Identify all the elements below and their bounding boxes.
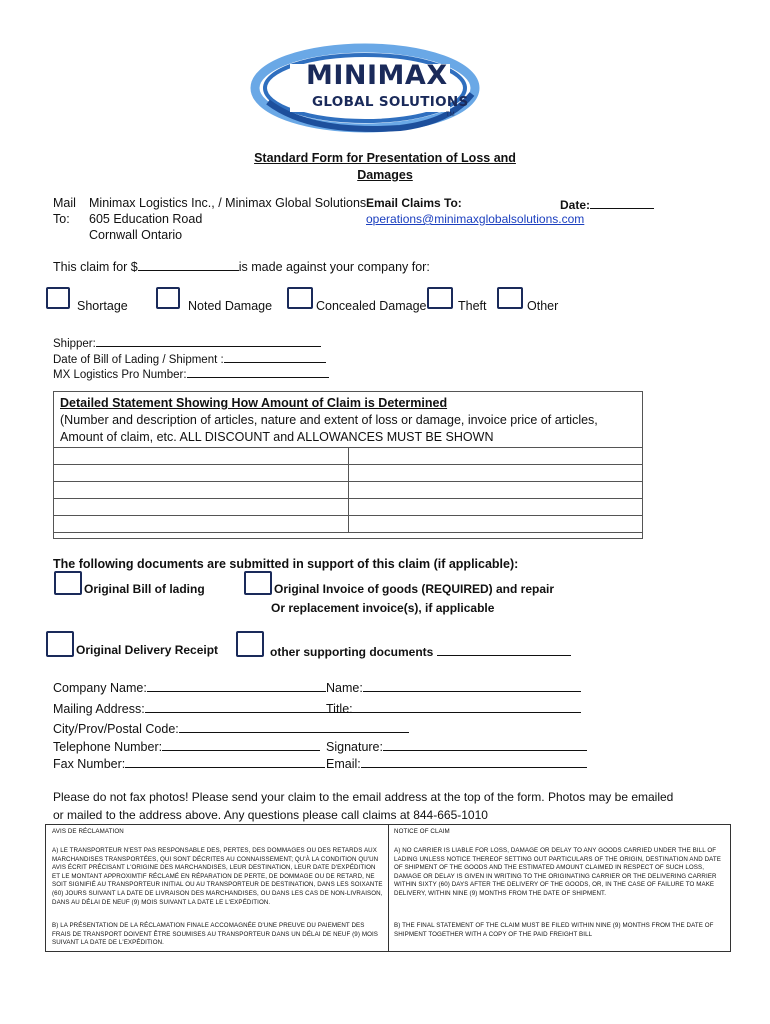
table-row	[54, 499, 643, 516]
other-documents-checkbox[interactable]	[236, 631, 264, 657]
invoice-label-line2: Or replacement invoice(s), if applicable	[271, 601, 495, 615]
name-field[interactable]	[363, 679, 581, 692]
form-title-line1: Standard Form for Presentation of Loss and	[254, 151, 516, 165]
claim-description-cell[interactable]	[54, 499, 349, 516]
statement-line2: Amount of claim, etc. ALL DISCOUNT and ALLOWANCES MUST BE SHOWN	[60, 430, 494, 444]
claim-details-table	[53, 447, 643, 533]
concealed-damage-checkbox[interactable]	[287, 287, 313, 309]
bill-date-field[interactable]	[224, 350, 326, 363]
claim-amount-cell[interactable]	[349, 482, 643, 499]
date-label	[560, 196, 654, 212]
mail-label-1: Mail	[53, 196, 76, 210]
signature-line	[326, 738, 587, 754]
other-documents-field[interactable]	[437, 643, 571, 656]
city-label: City/Prov/Postal Code:	[53, 722, 179, 736]
pro-number-line	[53, 365, 329, 381]
mail-label-2: To:	[53, 212, 70, 226]
claim-description-cell[interactable]	[54, 482, 349, 499]
documents-heading: The following documents are submitted in support of this claim (if applicable):	[53, 557, 519, 571]
telephone-line	[53, 738, 320, 754]
notice-en-paragraph-b: B) THE FINAL STATEMENT OF THE CLAIM MUST BE FILED WITHIN NINE (9) MONTHS FROM THE DATE OF SHIPMENT TOGETHER WITH A COPY OF THE PAID FREIGHT BILL	[394, 922, 714, 938]
bill-of-lading-checkbox[interactable]	[54, 571, 82, 595]
other-documents-label: other supporting documents	[270, 645, 434, 659]
table-row	[54, 465, 643, 482]
email-line	[326, 755, 587, 771]
claim-amount-suffix: is made against your company for:	[238, 260, 430, 274]
company-name-field[interactable]	[147, 679, 326, 692]
claim-description-cell[interactable]	[54, 448, 349, 465]
form-title-line2: Damages	[357, 168, 413, 182]
title-label: Title:	[326, 702, 353, 716]
delivery-receipt-checkbox[interactable]	[46, 631, 74, 657]
claim-amount-cell[interactable]	[349, 448, 643, 465]
invoice-label-line1: Original Invoice of goods (REQUIRED) and repair	[274, 582, 555, 596]
city-line	[53, 720, 409, 736]
mailing-address-line	[53, 700, 353, 716]
mail-address-line3: Cornwall Ontario	[89, 228, 183, 242]
notice-fr-paragraph-b: B) LA PRÉSENTATION DE LA RÉCLAMATION FINALE ACCOMAGNÉE D'UNE PREUVE DU PAIEMENT DES FRAIS DE TRANSPORT DOIVENT ÊTRE SOUMISES AU TRANSPORTEUR DANS UN DÉLAI DE NEUF (9) MOIS SUIVANT LA DATE DE L'EXPÉDITION.	[52, 922, 379, 947]
other-checkbox[interactable]	[497, 287, 523, 309]
claim-amount-field[interactable]	[138, 258, 239, 271]
claim-amount-cell[interactable]	[349, 465, 643, 482]
fax-line	[53, 755, 325, 771]
noted-damage-label: Noted Damage	[188, 299, 273, 313]
mailing-address-field[interactable]	[145, 700, 353, 713]
other-label: Other	[527, 299, 559, 313]
other-documents-line	[270, 643, 571, 659]
statement-line1: (Number and description of articles, nature and extent of loss or damage, invoice price of articles,	[60, 413, 598, 427]
title-field[interactable]	[353, 700, 581, 713]
theft-checkbox[interactable]	[427, 287, 453, 309]
company-name-label: Company Name:	[53, 681, 147, 695]
shortage-label: Shortage	[77, 299, 128, 313]
shipper-field[interactable]	[96, 334, 321, 347]
telephone-label: Telephone Number:	[53, 740, 163, 754]
date-label-text: Date:	[560, 198, 591, 212]
shipper-line	[53, 334, 321, 350]
fax-label: Fax Number:	[53, 757, 126, 771]
email-claims-link[interactable]: operations@minimaxglobalsolutions.com	[366, 212, 585, 226]
theft-label: Theft	[458, 299, 487, 313]
telephone-field[interactable]	[162, 738, 320, 751]
title-line	[326, 700, 581, 716]
shortage-checkbox[interactable]	[46, 287, 70, 309]
email-claims-label: Email Claims To:	[366, 196, 462, 210]
mail-address-line1: Minimax Logistics Inc., / Minimax Global Solutions	[89, 196, 367, 210]
note-line1: Please do not fax photos! Please send your claim to the email address at the top of the form. Photos may be emailed	[53, 790, 674, 804]
bill-of-lading-label: Original Bill of lading	[84, 582, 205, 596]
mailing-address-label: Mailing Address:	[53, 702, 145, 716]
claim-amount-line	[53, 258, 430, 274]
company-logo	[250, 42, 480, 137]
table-row	[54, 482, 643, 499]
claim-amount-prefix: This claim for $	[53, 260, 138, 274]
notice-fr-heading: AVIS DE RÉCLAMATION	[52, 828, 124, 835]
table-row	[54, 448, 643, 465]
name-label: Name:	[326, 681, 363, 695]
notice-en-heading: NOTICE OF CLAIM	[394, 828, 450, 835]
bill-date-line	[53, 350, 326, 366]
city-field[interactable]	[179, 720, 409, 733]
statement-box	[53, 391, 643, 539]
logo-line1: MINIMAX	[306, 60, 448, 91]
delivery-receipt-label: Original Delivery Receipt	[76, 643, 219, 657]
date-field[interactable]	[590, 196, 654, 209]
pro-number-field[interactable]	[187, 365, 329, 378]
name-line	[326, 679, 581, 695]
concealed-damage-label: Concealed Damage	[316, 299, 427, 313]
table-row	[54, 516, 643, 533]
logo-line2: GLOBAL SOLUTIONS	[312, 94, 469, 110]
invoice-checkbox[interactable]	[244, 571, 272, 595]
notice-divider	[388, 825, 389, 951]
company-name-line	[53, 679, 326, 695]
note-line2: or mailed to the address above. Any questions please call claims at 844-665-1010	[53, 808, 488, 822]
fax-field[interactable]	[125, 755, 325, 768]
mail-address-line2: 605 Education Road	[89, 212, 203, 226]
claim-description-cell[interactable]	[54, 516, 349, 533]
signature-label: Signature:	[326, 740, 383, 754]
shipper-label: Shipper:	[53, 338, 96, 350]
notice-fr-paragraph-a: A) LE TRANSPORTEUR N'EST PAS RESPONSABLE DES, PERTES, DES DOMMAGES OU DES RETARDS AUX MARCHANDISES TRANSPORTÉES, QUI SONT DÉCRITES AU CONNAISSEMENT; QU'À LA CONDITION QU'UN AVIS ÉCRIT PRÉCISANT L'ORIGINE DES MARCHANDISES, LEUR DESTINATION, LEUR DATE D'EXPÉDITION ET LE MONTANT APPROXIMTIF RÉCLAMÉ EN RÉPARATION DE PERTE, DE DOMMAGE OU DE RETARD, NE SOIT SIGNIFIÉ AU TRANSPORTEUR INITIAL OU AU TRANSPORTEUR DE DESTINATION, DANS LES SOIXANTE (60) JOURS SUIVANT LA DATE DE LIVRAISON DES MARCHANDISES, OU DANS LES CAS DE NON-LIVRAISON, DANS AU DÉLAI DE NEUF (9) MOIS SUIVANT LA DATE LE L'EXPÉDITION.	[52, 847, 383, 906]
notice-box	[45, 824, 731, 952]
noted-damage-checkbox[interactable]	[156, 287, 180, 309]
email-field[interactable]	[361, 755, 587, 768]
statement-heading: Detailed Statement Showing How Amount of Claim is Determined	[60, 396, 448, 410]
email-label: Email:	[326, 757, 361, 771]
claim-description-cell[interactable]	[54, 465, 349, 482]
bill-date-label: Date of Bill of Lading / Shipment :	[53, 354, 224, 366]
signature-field[interactable]	[383, 738, 587, 751]
claim-amount-cell[interactable]	[349, 499, 643, 516]
logo-tm: TM	[446, 112, 455, 118]
claim-amount-cell[interactable]	[349, 516, 643, 533]
pro-number-label: MX Logistics Pro Number:	[53, 369, 187, 381]
notice-en-paragraph-a: A) NO CARRIER IS LIABLE FOR LOSS, DAMAGE OR DELAY TO ANY GOODS CARRIED UNDER THE BILL OF LADING UNLESS NOTICE THEREOF SETTING OUT PARTICULARS OF THE ORIGIN, DESTINATION AND DATE OF SHIPMENT OF THE GOODS AND THE ESTIMATED AMOUNT CLAIMED IN RESPECT OF SUCH LOSS, DAMAGE OR DELAY IS GIVEN IN WRITING TO THE ORIGINATING CARRIER OR THE DELIVERING CARRIER WITHIN SIXTY (60) DAYS AFTER THE DELIVERY OF THE GOODS, OR, IN THE CASE OF FAILURE TO MAKE DELIVERY, WITHIN NINE (9) MONTHS FROM THE DATE OF SHIPMENT.	[394, 847, 722, 897]
